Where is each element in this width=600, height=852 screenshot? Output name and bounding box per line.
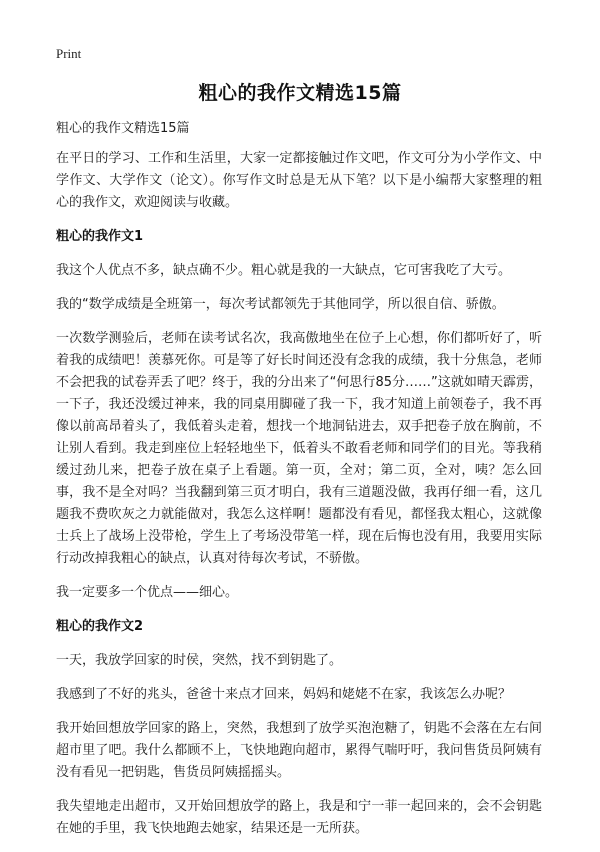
document-subtitle: 粗心的我作文精选15篇 xyxy=(56,121,190,136)
essay-2-paragraph: 我失望地走出超市，又开始回想放学的路上，我是和宁一菲一起回来的，会不会钥匙在她的手里，我飞快地跑去她家，结果还是一无所获。 xyxy=(56,799,542,836)
essay-2-heading: 粗心的我作文2 xyxy=(56,619,144,634)
print-label[interactable]: Print xyxy=(56,46,82,61)
essay-1 xyxy=(56,226,542,604)
essay-1-paragraph: 我这个人优点不多，缺点确不少。粗心就是我的一大缺点，它可害我吃了大亏。 xyxy=(56,263,512,278)
page-title: 粗心的我作文精选15篇 xyxy=(198,82,402,104)
essay-2-paragraph: 一天，我放学回家的时侯，突然，找不到钥匙了。 xyxy=(56,653,343,668)
essay-2-paragraph: 我开始回想放学回家的路上，突然，我想到了放学买泡泡糖了，钥匙不会落在左右间超市里了吧。我什么都顾不上，飞快地跑向超市，累得气喘吁吁，我问售货员阿姨有没有看见一把钥匙，售货员阿姨摇摇头。 xyxy=(56,721,542,780)
essay-1-paragraph: 一次数学测验后，老师在读考试名次，我高傲地坐在位子上心想，你们都听好了，听着我的成绩吧！羡慕死你。可是等了好长时间还没有念我的成绩，我十分焦急，老师不会把我的试卷弄丢了吧？终于，我的分出来了“何思行85分……”这就如晴天霹雳，一下子，我还没缓过神来，我的同桌用脚碰了我一下，我才知道上前领卷子，我不再像以前高昂着头了，我低着头走着，想找一个地洞钻进去，双手把卷子放在胸前，不让别人看到。我走到座位上轻轻地坐下，低着头不敢看老师和同学们的目光。等我稍缓过劲儿来，把卷子放在桌子上看题。第一页，全对；第二页，全对，咦？怎么回事，我不是全对吗？当我翻到第三页才明白，我有三道题没做，我再仔细一看，这几题我不费吹灰之力就能做对，我怎么这样啊！题都没有看见，都怪我太粗心，这就像士兵上了战场上没带枪，学生上了考场没带笔一样，现在后悔也没有用，我要用实际行动改掉我粗心的缺点，认真对待每次考试，不骄傲。 xyxy=(56,331,542,566)
essay-1-paragraph: 我的“数学成绩是全班第一，每次考试都领先于其他同学，所以很自信、骄傲。 xyxy=(56,297,505,312)
essay-1-paragraph: 我一定要多一个优点——细心。 xyxy=(56,585,239,600)
document-content xyxy=(56,118,542,852)
essay-2 xyxy=(56,616,542,840)
essay-2-paragraph: 我感到了不好的兆头，爸爸十来点才回来，妈妈和姥姥不在家，我该怎么办呢？ xyxy=(56,687,512,702)
essay-1-heading: 粗心的我作文1 xyxy=(56,229,144,244)
intro-paragraph: 在平日的学习、工作和生活里，大家一定都接触过作文吧，作文可分为小学作文、中学作文、大学作文（论文）。你写作文时总是无从下笔？以下是小编帮大家整理的粗心的我作文，欢迎阅读与收藏。 xyxy=(56,151,542,210)
